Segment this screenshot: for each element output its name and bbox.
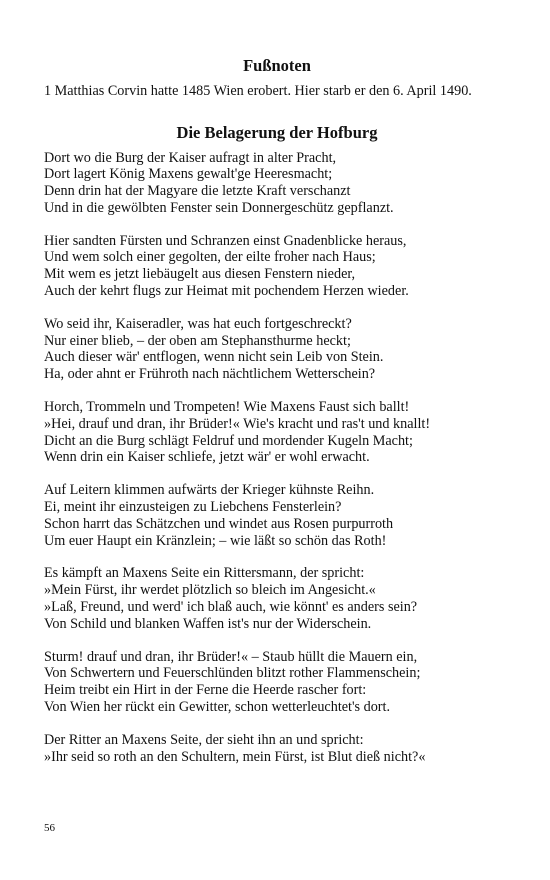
poem-line: »Mein Fürst, ihr werdet plötzlich so bleich im Angesicht.«: [44, 582, 376, 599]
poem-line: »Ihr seid so roth an den Schultern, mein Fürst, ist Blut dieß nicht?«: [44, 748, 426, 765]
poem-line: Dort lagert König Maxens gewalt'ge Heeresmacht;: [44, 166, 333, 183]
stanza: [44, 482, 510, 549]
poem-line: Sturm! drauf und dran, ihr Brüder!« – Staub hüllt die Mauern ein,: [44, 648, 418, 665]
poem-line: Horch, Trommeln und Trompeten! Wie Maxens Faust sich ballt!: [44, 399, 410, 416]
poem-line: Und wem solch einer gegolten, der eilte froher nach Haus;: [44, 249, 376, 266]
poem-line: »Laß, Freund, und werd' ich blaß auch, wie könnt' es anders sein?: [44, 599, 418, 616]
stanza: [44, 399, 510, 466]
poem-line: Es kämpft an Maxens Seite ein Rittersmann, der spricht:: [44, 565, 365, 582]
footnotes-heading: Fußnoten: [243, 56, 311, 75]
poem-line: Heim treibt ein Hirt in der Ferne die Heerde rascher fort:: [44, 682, 367, 699]
poem-line: Wenn drin ein Kaiser schliefe, jetzt wär' er wohl erwacht.: [44, 449, 370, 466]
page-number: 56: [44, 822, 55, 834]
footnote-text: 1 Matthias Corvin hatte 1485 Wien erobert. Hier starb er den 6. April 1490.: [44, 83, 472, 99]
poem-line: Von Schwertern und Feuerschlünden blitzt rother Flammenschein;: [44, 665, 421, 682]
poem-line: Hier sandten Fürsten und Schranzen einst Gnadenblicke heraus,: [44, 232, 407, 249]
poem-line: Wo seid ihr, Kaiseradler, was hat euch fortgeschreckt?: [44, 315, 352, 332]
poem-line: Auch dieser wär' entflogen, wenn nicht sein Leib von Stein.: [44, 349, 384, 366]
stanza: [44, 732, 510, 766]
poem-title: Die Belagerung der Hofburg: [176, 122, 378, 142]
poem-line: Der Ritter an Maxens Seite, der sieht ihn an und spricht:: [44, 731, 364, 748]
poem-line: »Hei, drauf und dran, ihr Brüder!« Wie's kracht und ras't und knallt!: [44, 415, 431, 432]
poem-line: Um euer Haupt ein Kränzlein; – wie läßt so schön das Roth!: [44, 532, 387, 549]
book-page: [44, 56, 510, 781]
poem-line: Ha, oder ahnt er Frühroth nach nächtlichem Wetterschein?: [44, 366, 376, 383]
poem-line: Auf Leitern klimmen aufwärts der Krieger kühnste Reihn.: [44, 482, 375, 499]
poem-line: Denn drin hat der Magyare die letzte Kraft verschanzt: [44, 183, 351, 200]
stanza: [44, 233, 510, 300]
poem-line: Und in die gewölbten Fenster sein Donnergeschütz gepflanzt.: [44, 199, 394, 216]
poem-body: [44, 150, 510, 766]
poem-line: Von Schild und blanken Waffen ist's nur der Widerschein.: [44, 615, 372, 632]
poem-line: Dicht an die Burg schlägt Feldruf und mordender Kugeln Macht;: [44, 432, 413, 449]
stanza: [44, 150, 510, 217]
poem-line: Auch der kehrt flugs zur Heimat mit pochendem Herzen wieder.: [44, 283, 409, 300]
poem-line: Von Wien her rückt ein Gewitter, schon wetterleuchtet's dort.: [44, 699, 391, 716]
poem-line: Mit wem es jetzt liebäugelt aus diesen Fenstern nieder,: [44, 266, 356, 283]
stanza: [44, 316, 510, 383]
poem-line: Nur einer blieb, – der oben am Stephansthurme heckt;: [44, 332, 351, 349]
poem-line: Ei, meint ihr einzusteigen zu Liebchens Fensterlein?: [44, 499, 342, 516]
poem-line: Dort wo die Burg der Kaiser aufragt in alter Pracht,: [44, 149, 337, 166]
stanza: [44, 649, 510, 716]
poem-line: Schon harrt das Schätzchen und windet aus Rosen purpurroth: [44, 515, 394, 532]
stanza: [44, 565, 510, 632]
